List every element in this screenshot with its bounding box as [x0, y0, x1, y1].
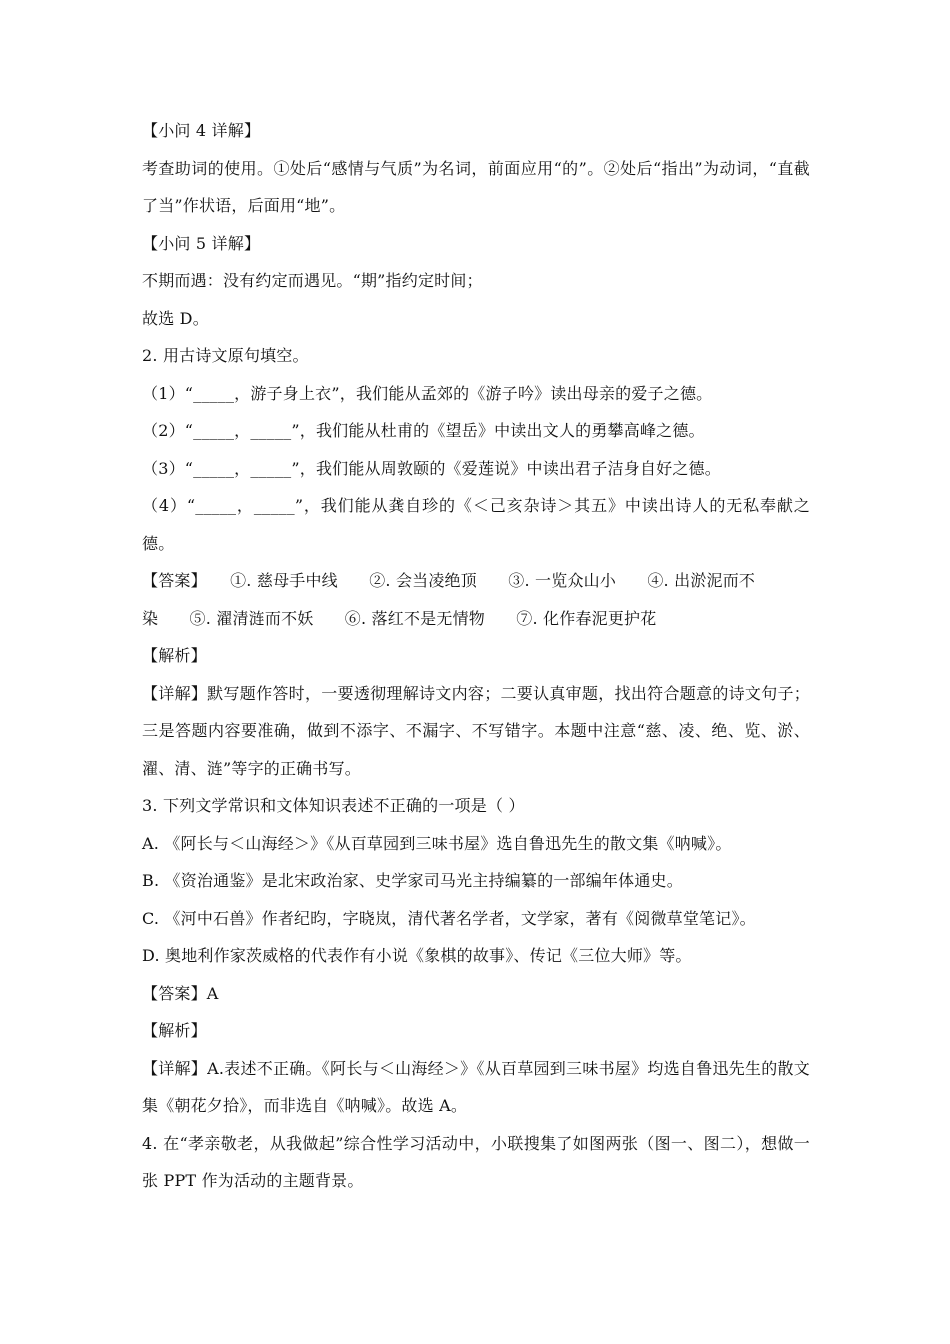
- q3-detail: 【详解】A.表述不正确。《阿长与＜山海经＞》《从百草园到三味书屋》均选自鲁迅先生的散文集《朝花夕拾》，而非选自《呐喊》。故选 A。: [142, 1058, 810, 1115]
- q2-answer-item: ②. 会当凌绝顶: [369, 571, 477, 590]
- q2-item-1: （1）“_____，游子身上衣”，我们能从孟郊的《游子吟》读出母亲的爱子之德。: [142, 383, 713, 403]
- q2-item-2: （2）“_____，_____”，我们能从杜甫的《望岳》中读出文人的勇攀高峰之德。: [142, 421, 705, 440]
- q2-answer-item: ①. 慈母手中线: [230, 571, 338, 590]
- q2-answer-item: 染: [142, 608, 159, 628]
- q3-analysis-label: 【解析】: [142, 1021, 207, 1040]
- q1-sub5-line1: 不期而遇：没有约定而遇见。“期”指约定时间；: [142, 271, 483, 290]
- q1-sub5-line2: 故选 D。: [142, 308, 209, 328]
- q3-stem: 3. 下列文学常识和文体知识表述不正确的一项是（ ）: [142, 796, 525, 815]
- q2-answer-item: ③. 一览众山小: [508, 571, 617, 590]
- document-page: [142, 112, 810, 1200]
- q2-answer-row-2: [142, 600, 810, 638]
- q2-item-4: （4）“_____，_____”，我们能从龚自珍的《＜己亥杂诗＞其五》中读出诗人的无私奉献之德。: [142, 496, 810, 553]
- q1-sub5-heading: 【小问 5 详解】: [142, 233, 261, 253]
- q2-stem: 2. 用古诗文原句填空。: [142, 346, 309, 365]
- q3-option-b: B. 《资治通鉴》是北宋政治家、史学家司马光主持编纂的一部编年体通史。: [142, 871, 683, 890]
- q2-item-3: （3）“_____，_____”，我们能从周敦颐的《爱莲说》中读出君子洁身自好之德。: [142, 458, 721, 478]
- q3-option-a: A. 《阿长与＜山海经＞》《从百草园到三味书屋》选自鲁迅先生的散文集《呐喊》。: [142, 833, 732, 853]
- q2-answer-label: 【答案】: [142, 571, 207, 590]
- q2-answer-item: ⑤. 濯清涟而不妖: [189, 608, 314, 628]
- q4-stem: 4. 在“孝亲敬老，从我做起”综合性学习活动中，小联搜集了如图两张（图一、图二），想做一张 PPT 作为活动的主题背景。: [142, 1133, 810, 1190]
- q1-sub4-heading: 【小问 4 详解】: [142, 121, 261, 140]
- q1-sub4-text: 考查助词的使用。①处后“感情与气质”为名词，前面应用“的”。②处后“指出”为动词，“直截了当”作状语，后面用“地”。: [142, 158, 810, 215]
- q2-answer-item: ⑦. 化作春泥更护花: [516, 608, 657, 628]
- q2-detail: 【详解】默写题作答时，一要透彻理解诗文内容；二要认真审题，找出符合题意的诗文句子；三是答题内容要准确，做到不添字、不漏字、不写错字。本题中注意“慈、凌、绝、览、淤、濯、清、涟”等字的正确书写。: [142, 683, 810, 778]
- q3-option-c: C. 《河中石兽》作者纪昀，字晓岚，清代著名学者，文学家，著有《阅微草堂笔记》。: [142, 908, 756, 928]
- q2-answer-item: ④. 出淤泥而不: [647, 571, 756, 590]
- q3-answer: 【答案】A: [142, 983, 219, 1003]
- q2-analysis-label: 【解析】: [142, 646, 207, 665]
- q3-option-d: D. 奥地利作家茨威格的代表作有小说《象棋的故事》、传记《三位大师》等。: [142, 946, 692, 965]
- q2-answer-row-1: [142, 562, 810, 600]
- q2-answer-item: ⑥. 落红不是无情物: [344, 608, 485, 628]
